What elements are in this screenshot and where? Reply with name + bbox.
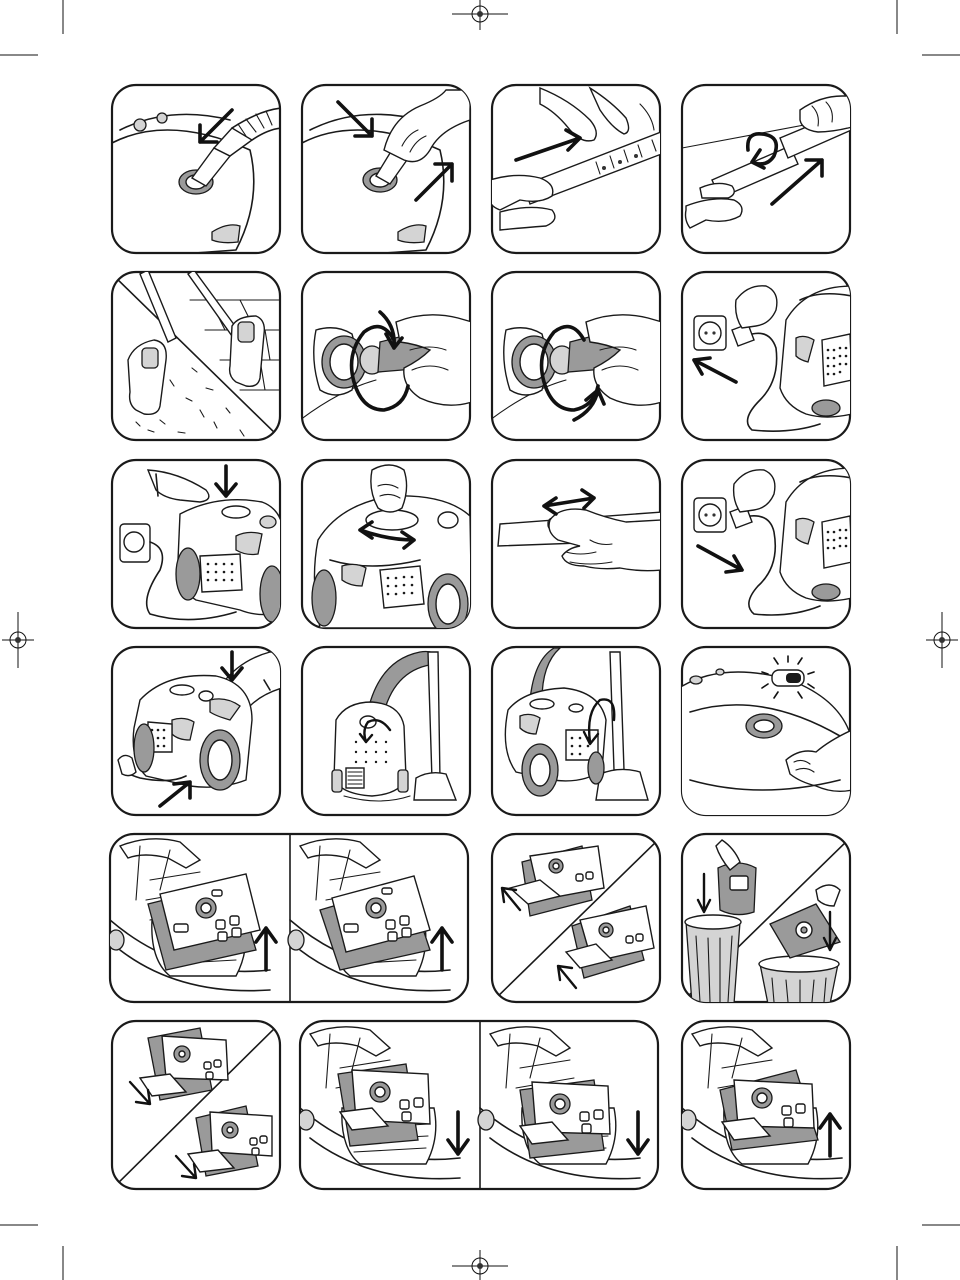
panel-suction-slider [492, 460, 662, 628]
panel-bag-remove [490, 834, 662, 1004]
panel-tube-lock [682, 85, 856, 253]
panel-hose-remove [290, 85, 474, 260]
panel-bag-insert-double [298, 1021, 658, 1189]
panel-bag-prepare [110, 1021, 282, 1191]
panel-bag-indicator [676, 647, 852, 816]
panel-cord-rewind-clockwise [300, 272, 472, 440]
panel-tube-extend [490, 85, 672, 253]
panel-cord-rewind-foot [112, 647, 282, 815]
panel-switch-on-foot [112, 460, 284, 628]
registration-mark-left [2, 612, 34, 668]
panel-plug-in [682, 460, 852, 628]
panel-hose-insert [100, 85, 284, 260]
panel-power-adjust [302, 460, 472, 634]
registration-mark-right [926, 612, 958, 668]
panel-bag-lift-double [108, 834, 468, 1002]
registration-mark-top [452, 0, 508, 30]
panel-parking-rear [302, 647, 470, 815]
panel-bag-seat [680, 1021, 850, 1189]
panel-bag-dispose [680, 834, 852, 1004]
panel-floor-nozzle [110, 270, 282, 440]
panel-cord-rewind-counterclockwise [490, 272, 662, 440]
panel-unplug [682, 272, 852, 440]
registration-mark-bottom [452, 1250, 508, 1280]
panel-parking-side [492, 647, 660, 815]
